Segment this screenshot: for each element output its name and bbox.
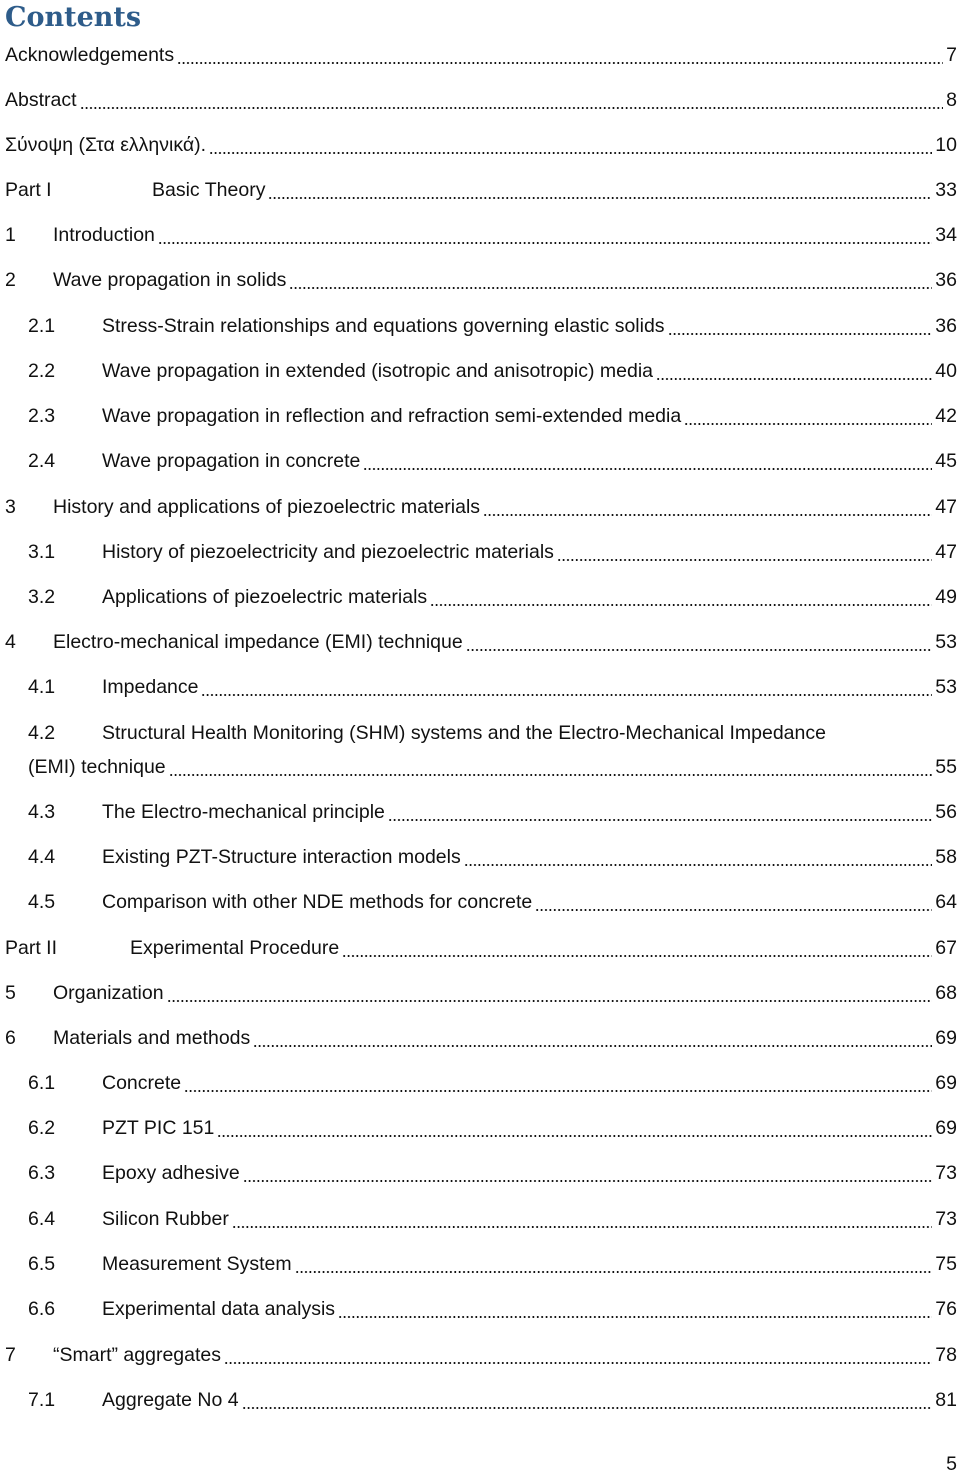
toc-entry-page: 42 — [935, 405, 957, 427]
dot-leader — [201, 694, 932, 696]
dot-leader — [217, 1135, 932, 1137]
toc-entry-section-6-3[interactable] — [0, 1160, 960, 1186]
dot-leader — [342, 955, 932, 957]
toc-entry-label: Impedance — [102, 676, 199, 698]
toc-entry-number: 6.4 — [28, 1208, 56, 1230]
toc-entry-page: 75 — [935, 1253, 957, 1275]
toc-entry-page: 55 — [935, 756, 957, 778]
toc-entry-label: Σύνοψη (Στα ελληνικά). — [5, 134, 207, 156]
toc-entry-label: Electro-mechanical impedance (EMI) technique — [53, 631, 463, 653]
dot-leader — [464, 864, 933, 866]
toc-entry-section-4-3[interactable] — [0, 799, 960, 825]
toc-entry-chapter-3[interactable] — [0, 494, 960, 520]
toc-entry-label: Epoxy adhesive — [102, 1162, 240, 1184]
dot-leader — [295, 1271, 933, 1273]
dot-leader — [253, 1045, 932, 1047]
toc-entry-label: Organization — [53, 982, 164, 1004]
toc-entry-page: 33 — [935, 179, 957, 201]
dot-leader — [184, 1090, 932, 1092]
dot-leader — [466, 649, 933, 651]
toc-entry-label: Existing PZT-Structure interaction models — [102, 846, 461, 868]
toc-entry-part-1[interactable] — [0, 177, 960, 203]
toc-entry-page: 56 — [935, 801, 957, 823]
toc-entry-section-7-1[interactable] — [0, 1387, 960, 1413]
toc-entry-label: Applications of piezoelectric materials — [102, 586, 428, 608]
toc-entry-number: Part II — [5, 937, 58, 959]
toc-entry-page: 81 — [935, 1389, 957, 1411]
toc-entry-label: Wave propagation in reflection and refraction semi-extended media — [102, 405, 682, 427]
toc-entry-page: 8 — [946, 89, 957, 111]
dot-leader — [535, 909, 932, 911]
dot-leader — [243, 1180, 933, 1182]
toc-entry-section-4-4[interactable] — [0, 844, 960, 870]
toc-entry-number: 7.1 — [28, 1389, 56, 1411]
dot-leader — [232, 1226, 932, 1228]
toc-entry-number: 3.2 — [28, 586, 56, 608]
toc-entry-page: 7 — [946, 44, 957, 66]
toc-entry-page: 36 — [935, 315, 957, 337]
toc-entry-section-3-2[interactable] — [0, 584, 960, 610]
toc-entry-acknowledgements[interactable] — [0, 42, 960, 68]
toc-entry-page: 36 — [935, 269, 957, 291]
dot-leader — [169, 774, 933, 776]
toc-entry-page: 76 — [935, 1298, 957, 1320]
toc-entry-number: 4.4 — [28, 846, 56, 868]
toc-entry-section-4-2-line2[interactable] — [0, 754, 960, 780]
toc-entry-label: History and applications of piezoelectric materials — [53, 496, 481, 518]
toc-entry-label: Stress-Strain relationships and equations governing elastic solids — [102, 315, 665, 337]
dot-leader — [684, 423, 932, 425]
toc-entry-section-2-4[interactable] — [0, 448, 960, 474]
dot-leader — [177, 62, 943, 64]
toc-entry-number: 6.5 — [28, 1253, 56, 1275]
toc-entry-label: The Electro-mechanical principle — [102, 801, 385, 823]
toc-entry-number: 4.2 — [28, 722, 56, 744]
toc-entry-label: Introduction — [53, 224, 155, 246]
toc-entry-page: 69 — [935, 1027, 957, 1049]
toc-entry-label: Abstract — [5, 89, 77, 111]
toc-entry-section-4-5[interactable] — [0, 889, 960, 915]
toc-entry-label: Materials and methods — [53, 1027, 251, 1049]
dot-leader — [289, 287, 932, 289]
toc-entry-label: (EMI) technique — [28, 756, 166, 778]
toc-entry-page: 64 — [935, 891, 957, 913]
toc-entry-section-6-4[interactable] — [0, 1206, 960, 1232]
toc-entry-section-4-1[interactable] — [0, 674, 960, 700]
toc-entry-label: Experimental data analysis — [102, 1298, 336, 1320]
dot-leader — [158, 242, 932, 244]
toc-entry-section-6-6[interactable] — [0, 1296, 960, 1322]
dot-leader — [388, 819, 932, 821]
toc-entry-abstract[interactable] — [0, 87, 960, 113]
dot-leader — [242, 1407, 933, 1409]
toc-entry-page: 45 — [935, 450, 957, 472]
toc-entry-page: 78 — [935, 1344, 957, 1366]
dot-leader — [668, 333, 933, 335]
toc-entry-chapter-7[interactable] — [0, 1342, 960, 1368]
toc-entry-number: 2.2 — [28, 360, 56, 382]
dot-leader — [483, 514, 932, 516]
toc-entry-chapter-4[interactable] — [0, 629, 960, 655]
toc-entry-number: 6.2 — [28, 1117, 56, 1139]
toc-entry-number: 6 — [5, 1027, 16, 1049]
toc-entry-number: 2.4 — [28, 450, 56, 472]
toc-entry-page: 69 — [935, 1072, 957, 1094]
page-number-footer: 5 — [946, 1453, 957, 1475]
toc-entry-number: 2 — [5, 269, 16, 291]
dot-leader — [363, 468, 932, 470]
toc-entry-number: 5 — [5, 982, 16, 1004]
toc-entry-label: Aggregate No 4 — [102, 1389, 239, 1411]
toc-entry-label: PZT PIC 151 — [102, 1117, 215, 1139]
toc-entry-label: Acknowledgements — [5, 44, 175, 66]
toc-entry-number: 6.3 — [28, 1162, 56, 1184]
toc-entry-number: 6.6 — [28, 1298, 56, 1320]
dot-leader — [224, 1362, 932, 1364]
toc-entry-page: 69 — [935, 1117, 957, 1139]
dot-leader — [209, 152, 932, 154]
toc-entry-page: 53 — [935, 676, 957, 698]
toc-entry-label: Experimental Procedure — [130, 937, 340, 959]
toc-entry-label: History of piezoelectricity and piezoelectric materials — [102, 541, 554, 563]
toc-entry-page: 67 — [935, 937, 957, 959]
toc-entry-page: 34 — [935, 224, 957, 246]
dot-leader — [656, 378, 932, 380]
toc-entry-chapter-1[interactable] — [0, 222, 960, 248]
dot-leader — [338, 1316, 932, 1318]
toc-entry-chapter-6[interactable] — [0, 1025, 960, 1051]
toc-entry-section-6-1[interactable] — [0, 1070, 960, 1096]
dot-leader — [557, 559, 932, 561]
toc-entry-number: 4.1 — [28, 676, 56, 698]
toc-entry-section-6-5[interactable] — [0, 1251, 960, 1277]
toc-entry-number: 6.1 — [28, 1072, 56, 1094]
toc-entry-label: Comparison with other NDE methods for concrete — [102, 891, 533, 913]
toc-entry-number: 3.1 — [28, 541, 56, 563]
toc-entry-chapter-5[interactable] — [0, 980, 960, 1006]
toc-entry-page: 53 — [935, 631, 957, 653]
toc-entry-label: Concrete — [102, 1072, 182, 1094]
toc-entry-label: Structural Health Monitoring (SHM) systems and the Electro-Mechanical Impedance — [102, 722, 826, 744]
toc-entry-page: 68 — [935, 982, 957, 1004]
toc-entry-number: 7 — [5, 1344, 16, 1366]
toc-entry-page: 47 — [935, 541, 957, 563]
toc-entry-number: 2.3 — [28, 405, 56, 427]
toc-entry-number: 4.5 — [28, 891, 56, 913]
toc-entry-label: Wave propagation in extended (isotropic and anisotropic) media — [102, 360, 654, 382]
toc-entry-number: 4.3 — [28, 801, 56, 823]
page-title: Contents — [5, 2, 142, 33]
toc-entry-section-2-1[interactable] — [0, 313, 960, 339]
toc-entry-page: 58 — [935, 846, 957, 868]
toc-entry-label: Measurement System — [102, 1253, 292, 1275]
toc-entry-label: Wave propagation in concrete — [102, 450, 361, 472]
toc-entry-section-3-1[interactable] — [0, 539, 960, 565]
toc-entry-page: 73 — [935, 1208, 957, 1230]
dot-leader — [167, 1000, 933, 1002]
toc-entry-number: 2.1 — [28, 315, 56, 337]
toc-entry-label: “Smart” aggregates — [53, 1344, 221, 1366]
dot-leader — [268, 197, 932, 199]
toc-entry-label: Wave propagation in solids — [53, 269, 287, 291]
toc-entry-page: 10 — [935, 134, 957, 156]
toc-entry-page: 49 — [935, 586, 957, 608]
toc-entry-page: 73 — [935, 1162, 957, 1184]
dot-leader — [80, 107, 944, 109]
toc-entry-section-2-3[interactable] — [0, 403, 960, 429]
toc-entry-label: Basic Theory — [152, 179, 266, 201]
toc-entry-number: 3 — [5, 496, 16, 518]
toc-entry-label: Silicon Rubber — [102, 1208, 229, 1230]
toc-entry-chapter-2[interactable] — [0, 267, 960, 293]
toc-entry-page: 40 — [935, 360, 957, 382]
dot-leader — [430, 604, 932, 606]
toc-entry-section-6-2[interactable] — [0, 1115, 960, 1141]
toc-entry-page: 47 — [935, 496, 957, 518]
toc-entry-greek-summary[interactable] — [0, 132, 960, 158]
toc-entry-number: 4 — [5, 631, 16, 653]
toc-entry-number: Part I — [5, 179, 52, 201]
toc-entry-part-2[interactable] — [0, 935, 960, 961]
toc-entry-number: 1 — [5, 224, 16, 246]
toc-entry-section-2-2[interactable] — [0, 358, 960, 384]
toc-entry-section-4-2-line1[interactable] — [0, 720, 960, 746]
